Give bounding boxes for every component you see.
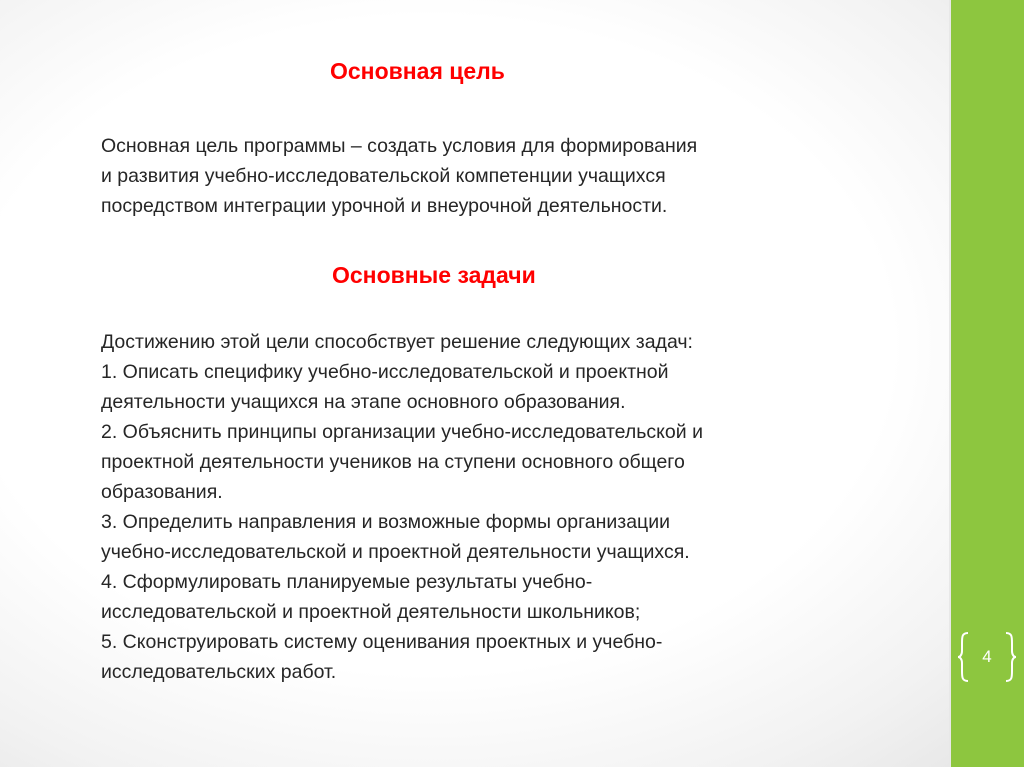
goal-line: и развития учебно-исследовательской компетенции учащихся — [101, 165, 666, 187]
goal-heading: Основная цель — [330, 58, 505, 84]
goal-line: посредством интеграции урочной и внеурочной деятельности. — [101, 195, 668, 217]
page-number-badge — [958, 631, 1016, 683]
tasks-paragraph — [101, 327, 703, 687]
task-line: исследовательских работ. — [101, 661, 337, 683]
task-line: 4. Сформулировать планируемые результаты учебно- — [101, 571, 593, 593]
task-line: 1. Описать специфику учебно-исследовательской и проектной — [101, 361, 669, 383]
goal-paragraph — [101, 131, 697, 221]
tasks-heading: Основные задачи — [332, 262, 536, 288]
task-line: проектной деятельности учеников на ступени основного общего — [101, 451, 685, 473]
goal-line: Основная цель программы – создать условия для формирования — [101, 135, 698, 157]
tasks-intro-line: Достижению этой цели способствует решение следующих задач: — [101, 331, 693, 353]
page-number: 4 — [982, 647, 992, 666]
task-line: учебно-исследовательской и проектной деятельности учащихся. — [101, 541, 690, 563]
task-line: исследовательской и проектной деятельности школьников; — [101, 601, 641, 623]
task-line: деятельности учащихся на этапе основного образования. — [101, 391, 626, 413]
task-line: 3. Определить направления и возможные формы организации — [101, 511, 670, 533]
task-line: 5. Сконструировать систему оценивания проектных и учебно- — [101, 631, 663, 653]
task-line: 2. Объяснить принципы организации учебно-исследовательской и — [101, 421, 703, 443]
task-line: образования. — [101, 481, 223, 503]
